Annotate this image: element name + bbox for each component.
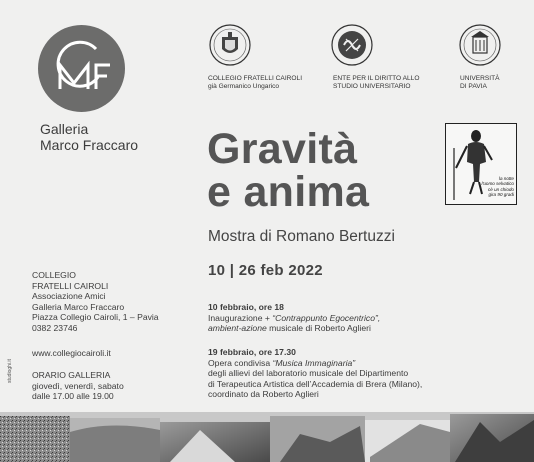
artwork-stamp — [445, 123, 517, 205]
college-crest-icon — [208, 23, 252, 67]
exhibition-title — [207, 125, 370, 216]
exhibition-title-line1: Gravità — [207, 125, 358, 173]
partner-college — [208, 75, 302, 91]
side-credit: studioghi.it — [7, 359, 13, 383]
gallery-logo-mark — [38, 25, 125, 112]
exhibition-title-line2: e anima — [207, 168, 370, 216]
event-inauguration — [208, 302, 528, 334]
event-shared-work: “Musica Immaginaria” — [272, 357, 356, 368]
partner-university-line1: UNIVERSITÀ — [460, 75, 500, 82]
address-line3: Associazione Amici — [32, 291, 106, 302]
address-block — [32, 270, 159, 334]
partner-university-line2: DI PAVIA — [460, 83, 487, 90]
stamp-caption — [480, 176, 514, 198]
university-seal-icon — [458, 23, 502, 67]
event-inauguration-text: Inaugurazione + — [208, 312, 273, 323]
gallery-name-line1: Galleria — [40, 121, 89, 137]
bottom-photo-strip — [0, 412, 534, 462]
address-line1: COLLEGIO — [32, 270, 76, 280]
edisu-seal-icon — [330, 23, 374, 67]
address-phone: 0382 23746 — [32, 322, 78, 333]
partner-university — [460, 75, 500, 91]
opening-hours-title: ORARIO GALLERIA — [32, 370, 111, 380]
partner-edisu — [333, 75, 419, 91]
partner-college-name: COLLEGIO FRATELLI CAIROLI — [208, 75, 303, 82]
opening-hours — [32, 370, 124, 402]
opening-hours-time: dalle 17.00 alle 19.00 — [32, 391, 114, 402]
event-shared-text: Opera condivisa — [208, 357, 273, 368]
event-shared-line3: di Terapeutica Artistica dell’Accademia di Brera (Milano), — [208, 378, 423, 389]
event-shared-work — [208, 347, 528, 400]
stamp-caption-line1: la notte — [498, 176, 514, 181]
event-inauguration-date: 10 febbraio, ore 18 — [208, 302, 284, 312]
website-link[interactable]: www.collegiocairoli.it — [32, 348, 111, 358]
opening-hours-days: giovedì, venerdì, sabato — [32, 380, 124, 391]
stamp-caption-line2: l'uomo selvatico — [481, 181, 514, 187]
exhibition-dates: 10 | 26 feb 2022 — [208, 262, 323, 279]
partner-edisu-line1: ENTE PER IL DIRITTO ALLO — [333, 75, 420, 82]
partner-edisu-line2: STUDIO UNIVERSITARIO — [333, 83, 411, 90]
gallery-name — [40, 121, 138, 153]
event-shared-date: 19 febbraio, ore 17.30 — [208, 347, 296, 357]
exhibition-subtitle: Mostra di Romano Bertuzzi — [208, 228, 395, 245]
event-inauguration-work: “Contrappunto Egocentrico”, — [272, 312, 381, 323]
gallery-name-line2: Marco Fraccaro — [40, 137, 139, 153]
address-line5: Piazza Collegio Cairoli, 1 – Pavia — [32, 312, 159, 323]
address-line4: Galleria Marco Fraccaro — [32, 301, 125, 312]
address-line2: FRATELLI CAIROLI — [32, 280, 109, 291]
stamp-caption-line3: cè un chiodo gira 90 gradi — [487, 186, 514, 198]
event-inauguration-author: musicale di Roberto Aglieri — [266, 323, 371, 334]
event-shared-line4: coordinato da Roberto Aglieri — [208, 389, 319, 400]
event-inauguration-genre: ambient-azione — [208, 323, 267, 334]
partner-college-sub: già Germanico Ungarico — [208, 83, 280, 90]
event-shared-line2: degli allievi del laboratorio musicale del Dipartimento — [208, 368, 409, 379]
